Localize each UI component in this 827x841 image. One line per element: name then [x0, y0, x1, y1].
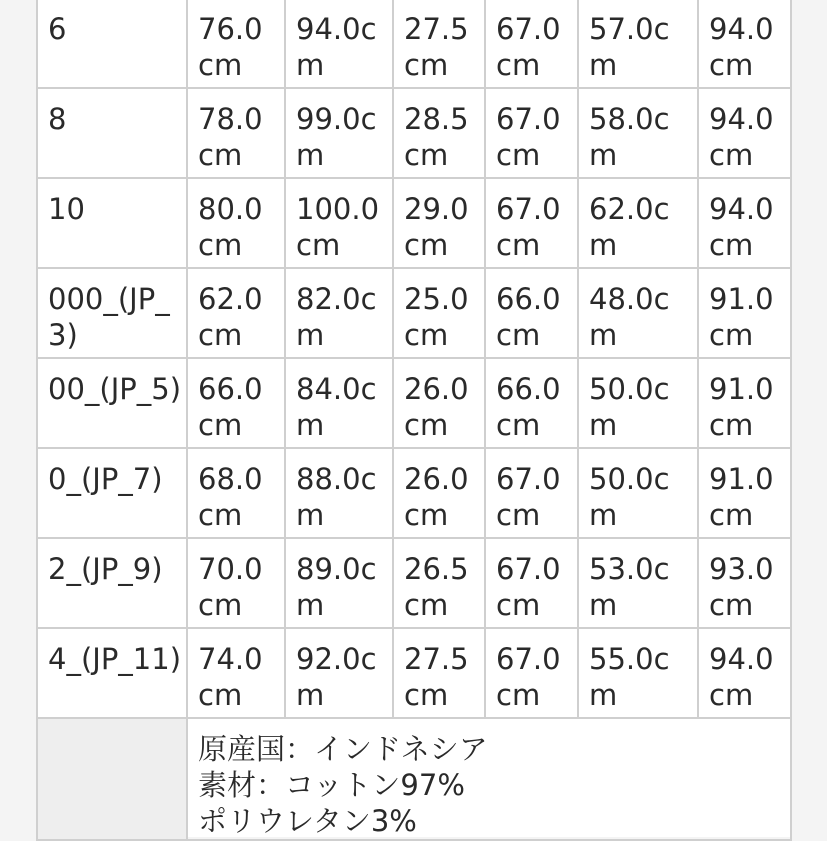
measurement-cell: 94.0 cm: [698, 0, 791, 88]
measurement-cell: 66.0 cm: [485, 358, 578, 448]
measurement-cell: 50.0cm: [578, 448, 698, 538]
measurement-cell: 67.0 cm: [485, 538, 578, 628]
measurement-cell: 100.0 cm: [285, 178, 393, 268]
measurement-cell: 70.0 cm: [187, 538, 285, 628]
product-info-cell: [187, 718, 791, 840]
measurement-cell: 67.0 cm: [485, 178, 578, 268]
measurement-cell: 62.0cm: [578, 178, 698, 268]
measurement-cell: 84.0cm: [285, 358, 393, 448]
table-row: [37, 448, 791, 538]
table-row: [37, 268, 791, 358]
measurement-cell: 68.0 cm: [187, 448, 285, 538]
measurement-cell: 26.5 cm: [393, 538, 485, 628]
material-line-2: ポリウレタン3%: [198, 804, 417, 838]
size-label-cell: 8: [37, 88, 187, 178]
product-info-row: [37, 718, 791, 840]
measurement-cell: 62.0 cm: [187, 268, 285, 358]
measurement-cell: 58.0cm: [578, 88, 698, 178]
size-chart-page: [36, 0, 790, 837]
measurement-cell: 99.0cm: [285, 88, 393, 178]
measurement-cell: 88.0cm: [285, 448, 393, 538]
measurement-cell: 89.0cm: [285, 538, 393, 628]
country-of-origin: 原産国：インドネシア: [198, 732, 488, 766]
measurement-cell: 92.0cm: [285, 628, 393, 718]
measurement-cell: 78.0 cm: [187, 88, 285, 178]
measurement-cell: 67.0 cm: [485, 628, 578, 718]
info-label-cell: [37, 718, 187, 840]
size-label-cell: 10: [37, 178, 187, 268]
table-row: [37, 178, 791, 268]
size-table: [36, 0, 792, 841]
measurement-cell: 27.5 cm: [393, 0, 485, 88]
material-line: 素材：コットン97%: [198, 768, 465, 802]
measurement-cell: 48.0cm: [578, 268, 698, 358]
measurement-cell: 94.0 cm: [698, 88, 791, 178]
measurement-cell: 80.0 cm: [187, 178, 285, 268]
measurement-cell: 82.0cm: [285, 268, 393, 358]
measurement-cell: 27.5 cm: [393, 628, 485, 718]
measurement-cell: 91.0 cm: [698, 448, 791, 538]
measurement-cell: 26.0 cm: [393, 448, 485, 538]
measurement-cell: 26.0 cm: [393, 358, 485, 448]
measurement-cell: 28.5 cm: [393, 88, 485, 178]
measurement-cell: 93.0 cm: [698, 538, 791, 628]
measurement-cell: 91.0 cm: [698, 268, 791, 358]
measurement-cell: 66.0 cm: [187, 358, 285, 448]
size-table-body: [37, 0, 791, 840]
table-row: [37, 0, 791, 88]
size-label-cell: 2_(JP_9): [37, 538, 187, 628]
measurement-cell: 66.0 cm: [485, 268, 578, 358]
measurement-cell: 53.0cm: [578, 538, 698, 628]
size-label-cell: 000_(JP_3): [37, 268, 187, 358]
size-label-cell: 6: [37, 0, 187, 88]
measurement-cell: 67.0 cm: [485, 448, 578, 538]
measurement-cell: 50.0cm: [578, 358, 698, 448]
measurement-cell: 94.0 cm: [698, 628, 791, 718]
table-row: [37, 628, 791, 718]
table-row: [37, 88, 791, 178]
measurement-cell: 55.0cm: [578, 628, 698, 718]
measurement-cell: 67.0 cm: [485, 0, 578, 88]
measurement-cell: 94.0 cm: [698, 178, 791, 268]
measurement-cell: 94.0cm: [285, 0, 393, 88]
measurement-cell: 74.0 cm: [187, 628, 285, 718]
size-label-cell: 0_(JP_7): [37, 448, 187, 538]
measurement-cell: 29.0 cm: [393, 178, 485, 268]
table-row: [37, 358, 791, 448]
table-row: [37, 538, 791, 628]
measurement-cell: 25.0 cm: [393, 268, 485, 358]
measurement-cell: 67.0 cm: [485, 88, 578, 178]
size-label-cell: 4_(JP_11): [37, 628, 187, 718]
measurement-cell: 91.0 cm: [698, 358, 791, 448]
measurement-cell: 57.0cm: [578, 0, 698, 88]
measurement-cell: 76.0 cm: [187, 0, 285, 88]
size-label-cell: 00_(JP_5): [37, 358, 187, 448]
